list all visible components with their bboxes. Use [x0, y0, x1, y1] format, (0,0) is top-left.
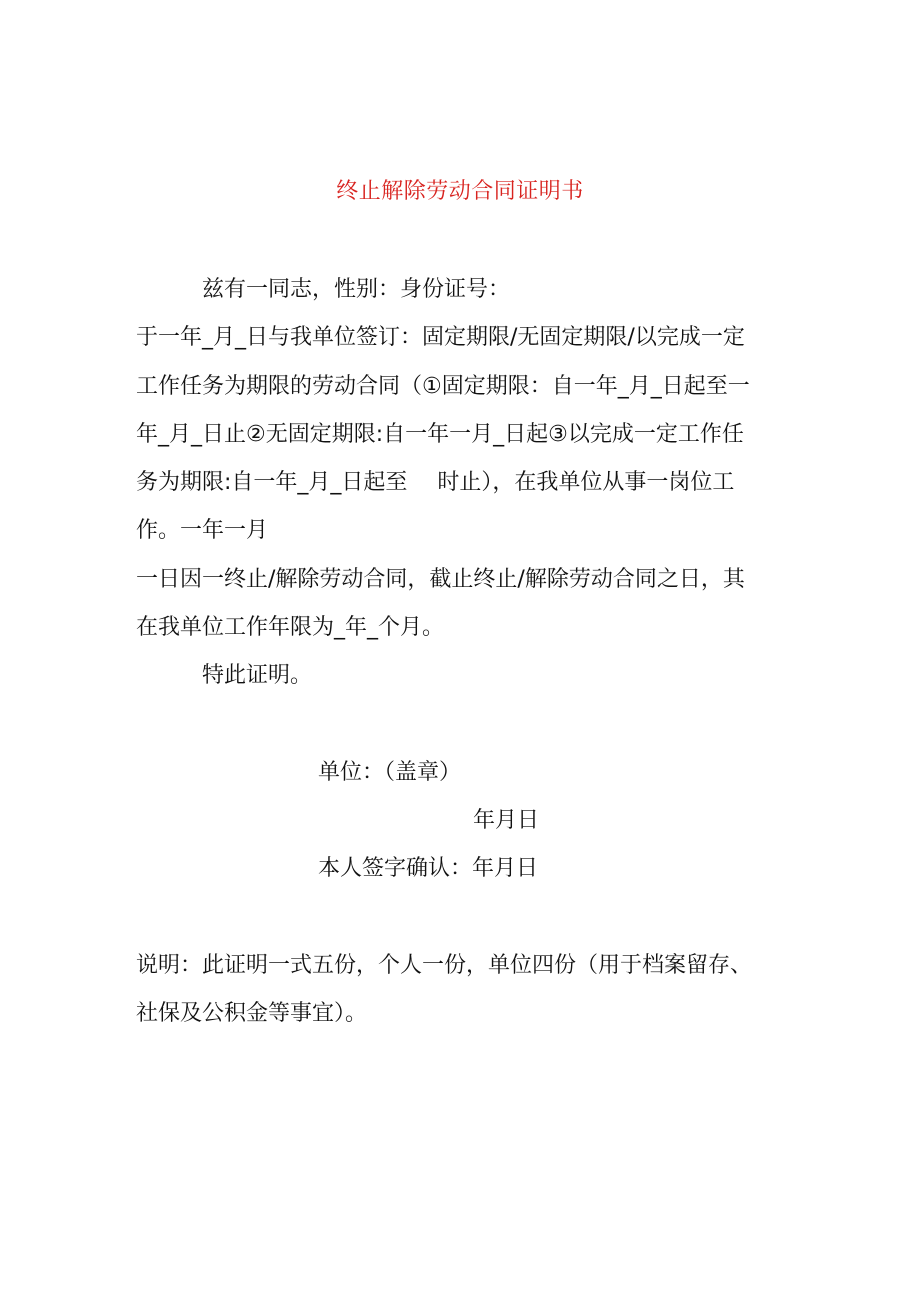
document-title: 终止解除劳动合同证明书: [336, 179, 584, 204]
body-line-5-part-2: 时止），在我单位从事一岗位工: [437, 470, 735, 495]
body-line-7: 一日因一终止/解除劳动合同，截止终止/解除劳动合同之日，其: [136, 567, 745, 592]
unit-seal-label: 单位：（盖章）: [318, 760, 462, 785]
note-line-1: 说明：此证明一式五份，个人一份，单位四份（用于档案留存、: [136, 953, 753, 978]
note-line-2: 社保及公积金等事宜）。: [136, 1001, 368, 1026]
body-line-3: 工作任务为期限的劳动合同（①固定期限：自一年_月_日起至一: [136, 374, 750, 399]
body-line-4: 年_月_日止②无固定期限:自一年一月_日起③以完成一定工作任: [136, 422, 744, 447]
signature-confirmation: 本人签字确认：年月日: [318, 856, 539, 881]
closing-statement: 特此证明。: [202, 663, 313, 688]
body-line-5-part-1: 务为期限:自一年_月_日起至: [136, 470, 408, 495]
body-line-6: 作。一年一月: [136, 518, 269, 543]
seal-date: 年月日: [473, 808, 540, 833]
body-line-2: 于一年_月_日与我单位签订：固定期限/无固定期限/以完成一定: [136, 325, 745, 350]
body-line-1: 兹有一同志，性别：身份证号：: [202, 277, 511, 302]
body-line-5: [136, 467, 734, 499]
body-line-8: 在我单位工作年限为_年_个月。: [136, 615, 445, 640]
